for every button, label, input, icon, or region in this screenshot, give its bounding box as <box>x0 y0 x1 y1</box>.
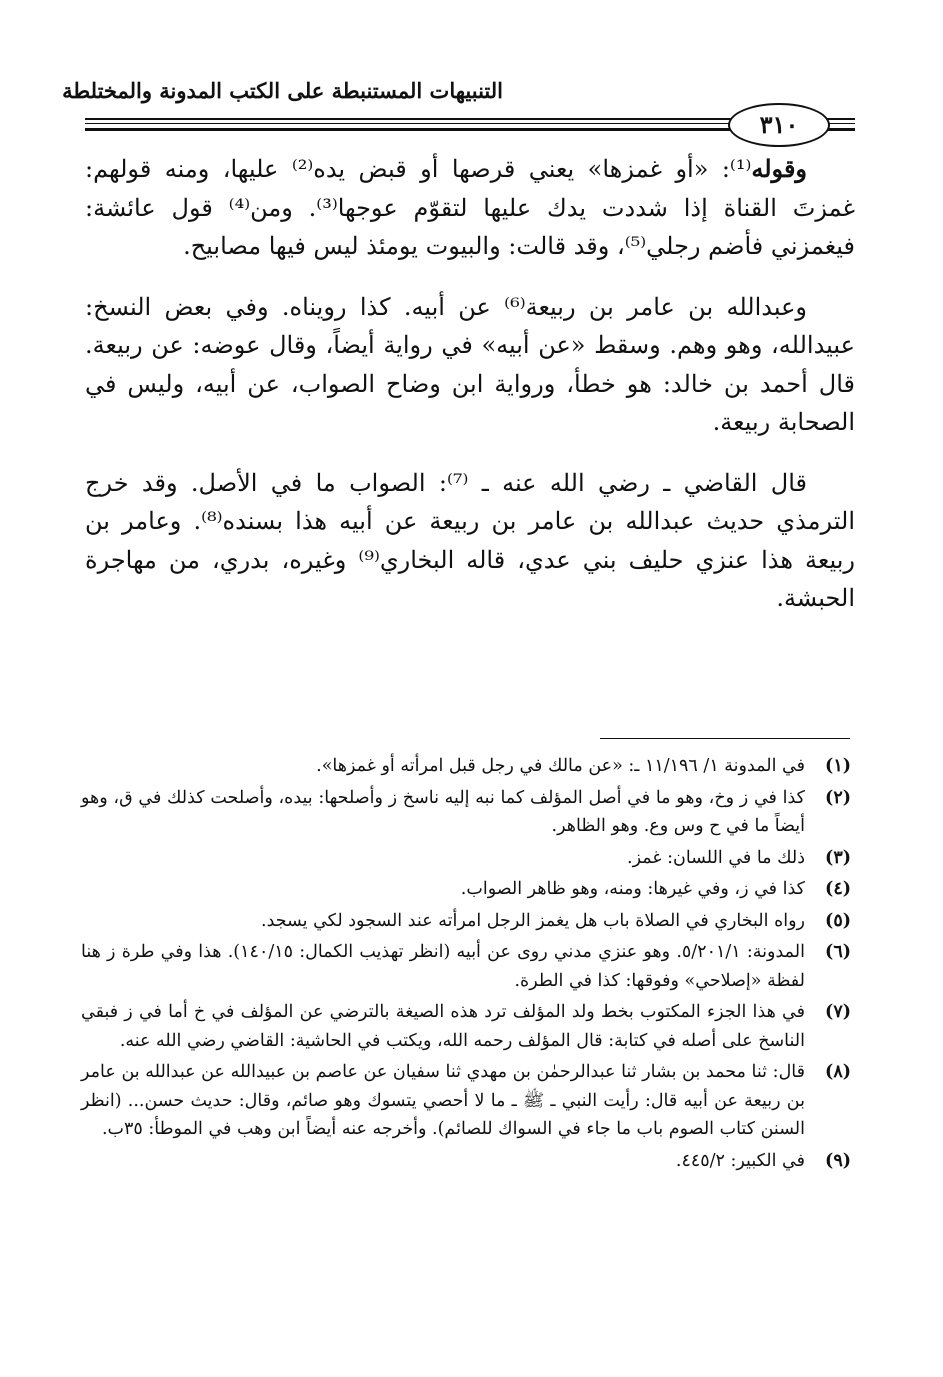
footnote-separator <box>600 738 850 739</box>
footnote-item <box>81 998 851 1055</box>
paragraph-text: ⁽¹⁾: «أو غمزها» يعني قرصها أو قبض يده⁽²⁾ عليها، ومنه قولهم: غمزتَ القناة إذا شددت يدك عليها لتقوّم عوجها⁽³⁾. ومن⁽⁴⁾ قول عائشة: فيغمزني فأضم رجلي⁽⁵⁾، وقد قالت: والبيوت يومئذ ليس فيها مصابيح. <box>85 155 855 260</box>
footnote-text: في هذا الجزء المكتوب بخط ولد المؤلف ترد هذه الصيغة بالترضي عن المؤلف في خ أما في ز فبقي الناسخ على أصله في كتابة: قال المؤلف رحمه الله، ويكتب في الحاشية: القاضي رضي الله عنه. <box>81 1002 805 1051</box>
paragraph-text: قال القاضي ـ رضي الله عنه ـ ⁽⁷⁾: الصواب ما في الأصل. وقد خرج الترمذي حديث عبدالله بن عامر بن ربيعة عن أبيه هذا بسنده⁽⁸⁾. وعامر بن ربيعة هذا عنزي حليف بني عدي، قاله البخاري⁽⁹⁾ وغيره، بدري، من مهاجرة الحبشة. <box>85 468 856 612</box>
running-title: التنبيهات المستنبطة على الكتب المدونة والمختلطة <box>62 78 503 103</box>
footnote-text: كذا في ز، وفي غيرها: ومنه، وهو ظاهر الصواب. <box>460 879 805 899</box>
footnote-item <box>81 784 851 841</box>
footnote-item <box>81 752 851 781</box>
paragraph <box>85 288 855 442</box>
paragraph-lead-word: وقوله <box>751 154 807 183</box>
footnote-number: (٨) <box>825 1062 851 1082</box>
footnote-number: (١) <box>825 756 851 776</box>
footnote-text: في الكبير: ٤٤٥/٢. <box>675 1150 805 1171</box>
footnote-item <box>81 875 851 904</box>
footnote-number: (٤) <box>825 879 851 899</box>
footnote-number: (٥) <box>825 910 851 931</box>
footnote-text: المدونة: ٥/٢٠١/١. وهو عنزي مدني روى عن أبيه (انظر تهذيب الكمال: ١٤٠/١٥). هذا وفي طرة ز هنا لفظة «إصلاحي» وفوقها: كذا في الطرة. <box>81 942 805 991</box>
footnote-text: رواه البخاري في الصلاة باب هل يغمز الرجل امرأته عند السجود لكي يسجد. <box>261 910 805 931</box>
footnote-item <box>81 907 851 936</box>
footnote-text: كذا في ز وخ، وهو ما في أصل المؤلف كما نبه إليه ناسخ ز وأصلحها: بيده، وأصلحت كذلك في ق، وهو أيضاً ما في ح وس وع. وهو الظاهر. <box>81 787 805 836</box>
footnote-number: (٩) <box>825 1150 851 1171</box>
footnotes <box>81 752 851 1178</box>
footnote-number: (٦) <box>825 942 851 962</box>
footnote-number: (٣) <box>825 847 851 868</box>
paragraph <box>85 150 855 266</box>
main-text <box>85 150 855 640</box>
paragraph-text: وعبدالله بن عامر بن ربيعة⁽⁶⁾ عن أبيه. كذا رويناه. وفي بعض النسخ: عبيدالله، وهو وهم. وسقط «عن أبيه» في رواية أيضاً، وقال عوضه: عن ربيعة. قال أحمد بن خالد: هو خطأ، ورواية ابن وضاح الصواب، عن أبيه، وليس في الصحابة ربيعة. <box>85 292 855 436</box>
footnote-text: ذلك ما في اللسان: غمز. <box>627 847 805 868</box>
footnote-item <box>81 1058 851 1144</box>
page-number-badge: ٣١٠ <box>728 103 830 147</box>
footnote-number: (٧) <box>825 1002 851 1022</box>
footnote-number: (٢) <box>825 787 851 808</box>
paragraph <box>85 464 855 618</box>
footnote-text: قال: ثنا محمد بن بشار ثنا عبدالرحمٰن بن مهدي ثنا سفيان عن عاصم بن عبيدالله عن عبدالله بن عامر بن ربيعة عن أبيه قال: رأيت النبي ـ ﷺ ـ ما لا أحصي يتسوك وهو صائم، وقال: حديث حسن... (انظر السنن كتاب الصوم باب ما جاء في السواك للصائم). وأخرجه عنه أيضاً ابن وهب في الموطأ: ٣٥ب. <box>81 1062 805 1139</box>
footnote-item <box>81 844 851 873</box>
footnote-text: في المدونة ١/ ١١/١٩٦ ـ: «عن مالك في رجل قبل امرأته أو غمزها». <box>316 756 805 776</box>
footnote-item <box>81 938 851 995</box>
footnote-item <box>81 1147 851 1176</box>
